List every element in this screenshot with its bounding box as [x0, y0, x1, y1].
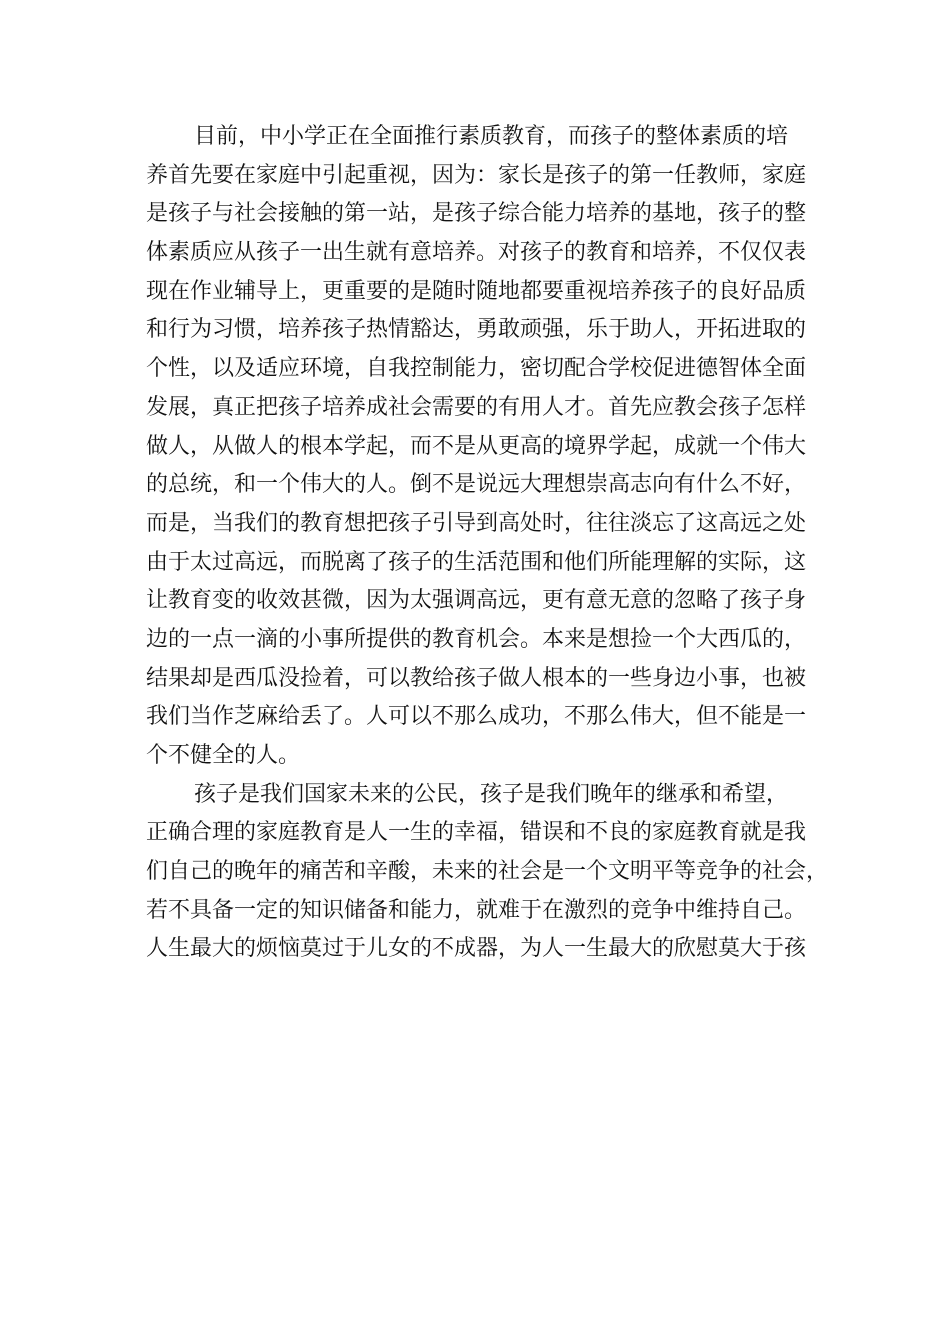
paragraph-line: 个不健全的人。: [146, 743, 301, 768]
paragraph-line: 发展，真正把孩子培养成社会需要的有用人才。首先应教会孩子怎样: [146, 394, 807, 420]
paragraph-line: 个性，以及适应环境，自我控制能力，密切配合学校促进德智体全面: [146, 356, 807, 382]
paragraph-line: 养首先要在家庭中引起重视，因为：家长是孩子的第一任教师，家庭: [146, 162, 807, 188]
paragraph-line: 人生最大的烦恼莫过于儿女的不成器，为人一生最大的欣慰莫大于孩: [146, 936, 807, 962]
paragraph-line: 结果却是西瓜没捡着，可以教给孩子做人根本的一些身边小事，也被: [146, 665, 807, 691]
paragraph-line: 和行为习惯，培养孩子热情豁达，勇敢顽强，乐于助人，开拓进取的: [146, 317, 807, 343]
paragraph-line: 若不具备一定的知识储备和能力，就难于在激烈的竞争中维持自己。: [146, 897, 807, 923]
paragraph-line: 由于太过高远，而脱离了孩子的生活范围和他们所能理解的实际，这: [146, 549, 807, 575]
paragraph-line: 是孩子与社会接触的第一站，是孩子综合能力培养的基地，孩子的整: [146, 201, 807, 227]
paragraph-line: 做人，从做人的根本学起，而不是从更高的境界学起，成就一个伟大: [146, 433, 807, 459]
paragraph-1: [146, 118, 816, 776]
paragraph-line: 们自己的晚年的痛苦和辛酸，未来的社会是一个文明平等竞争的社会，: [146, 859, 829, 885]
paragraph-line: 体素质应从孩子一出生就有意培养。对孩子的教育和培养，不仅仅表: [146, 240, 807, 266]
paragraph-line: 正确合理的家庭教育是人一生的幸福，错误和不良的家庭教育就是我: [146, 820, 807, 846]
paragraph-line: 孩子是我们国家未来的公民，孩子是我们晚年的继承和希望，: [194, 781, 789, 807]
paragraph-line: 边的一点一滴的小事所提供的教育机会。本来是想捡一个大西瓜的，: [146, 626, 807, 652]
paragraph-line: 让教育变的收效甚微，因为太强调高远，更有意无意的忽略了孩子身: [146, 588, 807, 614]
paragraph-line: 现在作业辅导上，更重要的是随时随地都要重视培养孩子的良好品质: [146, 278, 807, 304]
paragraph-line: 而是，当我们的教育想把孩子引导到高处时，往往淡忘了这高远之处: [146, 510, 807, 536]
paragraph-line: 我们当作芝麻给丢了。人可以不那么成功，不那么伟大，但不能是一: [146, 704, 807, 730]
paragraph-line: 目前，中小学正在全面推行素质教育，而孩子的整体素质的培: [194, 124, 789, 149]
body-text: [146, 118, 829, 969]
paragraph-2: [146, 776, 829, 969]
paragraph-line: 的总统，和一个伟大的人。倒不是说远大理想崇高志向有什么不好，: [146, 472, 807, 498]
